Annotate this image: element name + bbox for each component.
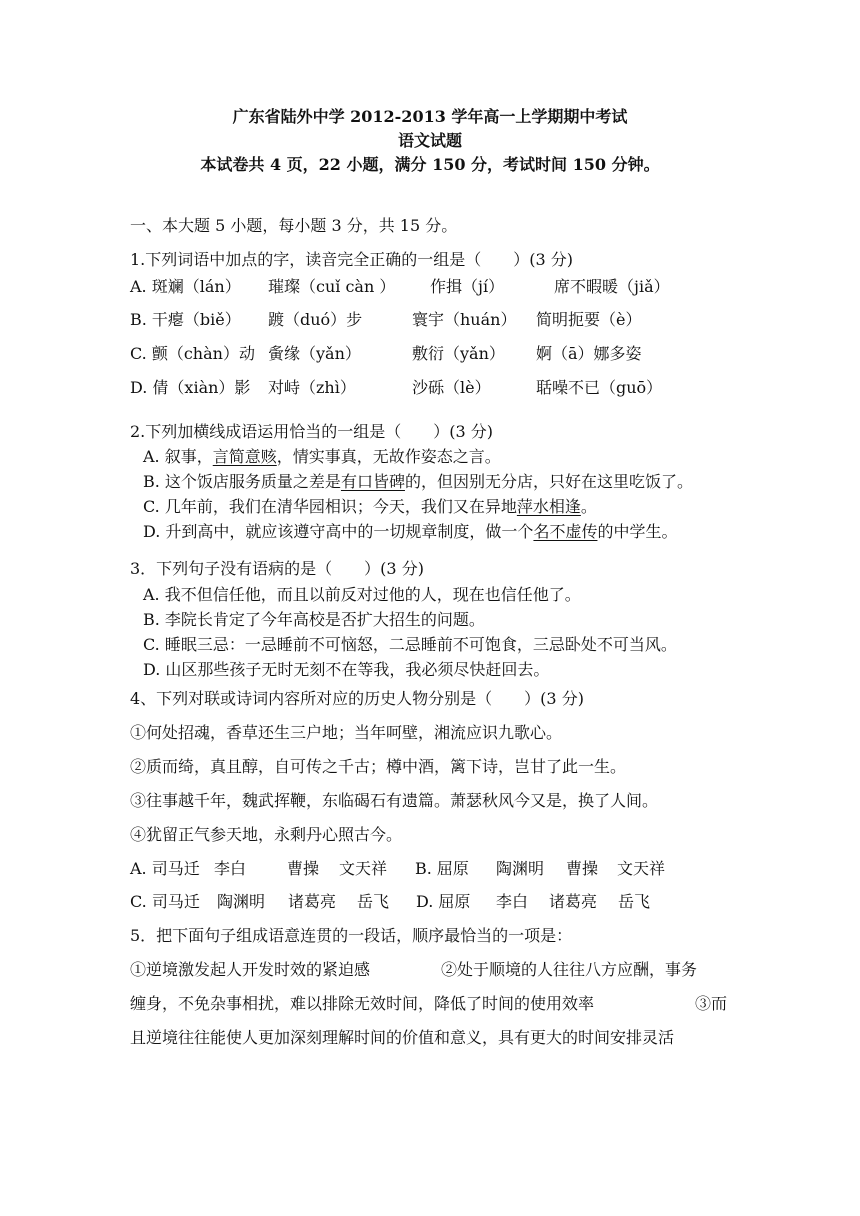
option-cell: 聒噪不已（guō）	[536, 378, 663, 397]
underlined-idiom: 有口皆碑	[340, 472, 405, 491]
q4-line-3: ③往事越千年，魏武挥鞭，东临碣石有遗篇。萧瑟秋风今又是，换了人间。	[130, 791, 659, 810]
q2-stem: 2.下列加横线成语运用恰当的一组是（ ）(3 分)	[130, 422, 494, 441]
underlined-idiom: 言简意赅	[212, 447, 277, 466]
option-cell: D. 屈原	[416, 892, 471, 911]
option-text: A. 叙事，	[143, 447, 213, 466]
option-text: B. 这个饭店服务质量之差是	[143, 472, 341, 491]
option-cell: 席不暇暖（jiǎ）	[554, 277, 670, 296]
sentence-2: ②处于顺境的人往往八方应酬，事务	[441, 960, 698, 979]
option-cell: 诸葛亮	[549, 892, 598, 911]
q5-line-3: 且逆境往往能使人更加深刻理解时间的价值和意义，具有更大的时间安排灵活	[130, 1028, 675, 1047]
q4-line-2: ②质而绮，真且醇，自可传之千古；樽中酒，篱下诗，岂甘了此一生。	[130, 757, 627, 776]
q3-option-b: B. 李院长肯定了今年高校是否扩大招生的问题。	[143, 610, 485, 629]
option-text: C. 几年前，我们在清华园相识；今天，我们又在异地	[143, 497, 517, 516]
option-cell: 敷衍（yǎn）	[412, 344, 505, 363]
option-text: 的，但因别无分店，只好在这里吃饭了。	[404, 472, 693, 491]
option-cell: 岳飞	[357, 892, 390, 911]
option-cell: 作揖（jí）	[430, 277, 505, 296]
option-cell: 李白	[496, 892, 529, 911]
option-cell: 诸葛亮	[288, 892, 337, 911]
exam-subtitle: 语文试题	[397, 131, 462, 150]
option-cell: 简明扼要（è）	[536, 310, 642, 329]
q4-line-1: ①何处招魂，香草还生三户地；当年呵壁，湘流应识九歌心。	[130, 723, 563, 742]
q3-stem: 3．下列句子没有语病的是（ ）(3 分)	[130, 559, 424, 578]
q1-stem: 1.下列词语中加点的字，读音完全正确的一组是（ ）(3 分)	[130, 250, 574, 269]
option-cell: 对峙（zhì）	[268, 378, 356, 397]
option-cell: A. 斑斓（lán）	[130, 277, 241, 296]
q2-option-d	[143, 522, 677, 542]
q4-line-4: ④犹留正气参天地，永剩丹心照古今。	[130, 825, 403, 844]
option-cell: 沙砾（lè）	[412, 378, 491, 397]
option-cell: C. 颤（chàn）动	[130, 344, 255, 363]
q2-option-a	[143, 447, 501, 467]
option-cell: 陶渊明	[217, 892, 266, 911]
q2-option-b	[143, 472, 693, 492]
q3-option-a: A. 我不但信任他，而且以前反对过他的人，现在也信任他了。	[143, 585, 581, 604]
q3-option-c: C. 睡眠三忌：一忌睡前不可恼怒，二忌睡前不可饱食，三忌卧处不可当风。	[143, 635, 677, 654]
option-cell: B. 干瘪（biě）	[130, 310, 241, 329]
option-text: D. 升到高中，就应该遵守高中的一切规章制度，做一个	[143, 522, 534, 541]
sentence-2-cont: 缠身，不免杂事相扰，难以排除无效时间，降低了时间的使用效率	[130, 994, 595, 1013]
underlined-idiom: 名不虚传	[533, 522, 598, 541]
option-cell: 踱（duó）步	[268, 310, 363, 329]
option-text: 。	[580, 497, 597, 516]
option-cell: 岳飞	[618, 892, 651, 911]
option-text: ，情实事真，无故作姿态之言。	[276, 447, 501, 466]
q4-stem: 4、下列对联或诗词内容所对应的历史人物分别是（ ）(3 分)	[130, 689, 584, 708]
option-text: 的中学生。	[597, 522, 678, 541]
q3-option-d: D. 山区那些孩子无时无刻不在等我，我必须尽快赶回去。	[143, 660, 550, 679]
option-cell: 文天祥	[339, 859, 388, 878]
exam-note: 本试卷共 4 页，22 小题，满分 150 分，考试时间 150 分钟。	[200, 155, 660, 174]
option-cell: A. 司马迁	[130, 859, 200, 878]
sentence-1: ①逆境激发起人开发时效的紧迫感	[130, 960, 371, 979]
exam-title: 广东省陆外中学 2012-2013 学年高一上学期期中考试	[232, 107, 628, 126]
option-cell: B. 屈原	[415, 859, 469, 878]
option-cell: D. 倩（xiàn）影	[130, 378, 251, 397]
option-cell: 婀（ā）娜多姿	[536, 344, 642, 363]
q2-option-c	[143, 497, 597, 517]
option-cell: 夤缘（yǎn）	[268, 344, 361, 363]
underlined-idiom: 萍水相逢	[516, 497, 581, 516]
option-cell: 曹操	[566, 859, 599, 878]
option-cell: 李白	[214, 859, 247, 878]
sentence-3: ③而	[695, 994, 728, 1013]
option-cell: 曹操	[287, 859, 320, 878]
option-cell: C. 司马迁	[130, 892, 200, 911]
section-heading: 一、本大题 5 小题，每小题 3 分，共 15 分。	[130, 216, 458, 235]
q5-stem: 5．把下面句子组成语意连贯的一段话，顺序最恰当的一项是：	[130, 926, 573, 945]
option-cell: 文天祥	[617, 859, 666, 878]
option-cell: 陶渊明	[496, 859, 545, 878]
option-cell: 璀璨（cuǐ càn ）	[268, 277, 396, 296]
option-cell: 寰宇（huán）	[412, 310, 517, 329]
